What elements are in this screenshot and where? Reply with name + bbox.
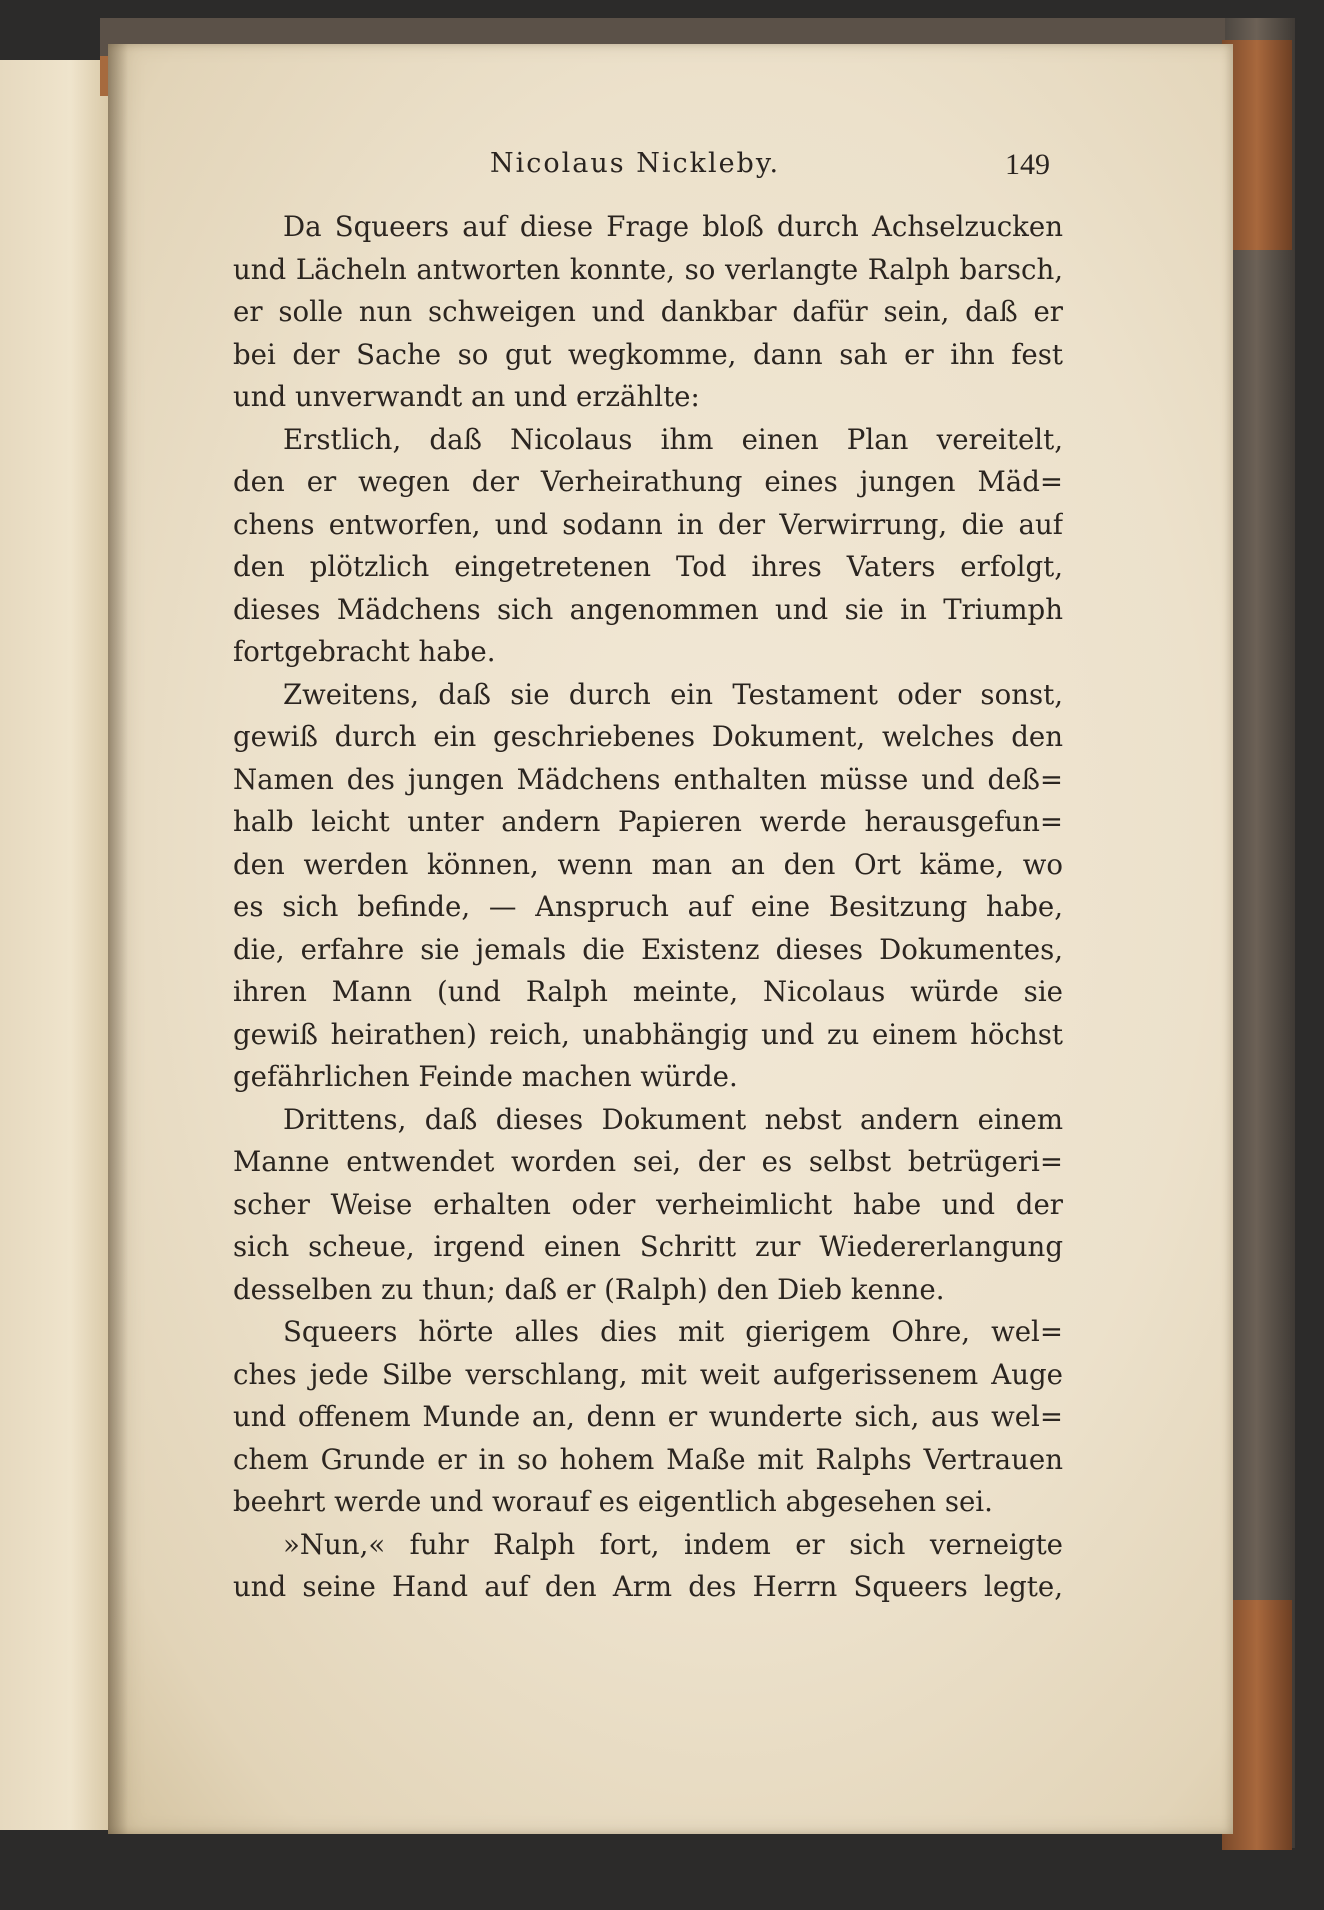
body-text xyxy=(233,206,1063,1609)
text-line: den plötzlich eingetretenen Tod ihres Vaters erfolgt, xyxy=(233,550,1063,583)
text-line: gewiß heirathen) reich, unabhängig und zu einem höchst xyxy=(233,1017,1063,1051)
text-line: desselben zu thun; daß er (Ralph) den Dieb kenne. xyxy=(233,1272,945,1306)
text-line: Da Squeers auf diese Frage bloß durch Achselzucken xyxy=(283,210,1063,243)
text-line: sich scheue, irgend einen Schritt zur Wiedererlangung xyxy=(233,1230,1063,1263)
text-line: dieses Mädchens sich angenommen und sie in Triumph xyxy=(233,592,1063,626)
text-line: Zweitens, daß sie durch ein Testament oder sonst, xyxy=(283,677,1063,711)
text-line: und unverwandt an und erzählte: xyxy=(233,380,700,413)
text-line: und offenem Munde an, denn er wunderte sich, aus wel= xyxy=(233,1400,1063,1433)
page-header xyxy=(0,148,1324,188)
text-line: es sich befinde, — Anspruch auf eine Besitzung habe, xyxy=(233,890,1063,923)
text-line: er solle nun schweigen und dankbar dafür sein, daß er xyxy=(233,295,1063,328)
text-line: ches jede Silbe verschlang, mit weit aufgerissenem Auge xyxy=(233,1357,1063,1391)
text-line: die, erfahre sie jemals die Existenz dieses Dokumentes, xyxy=(233,932,1063,966)
text-line: halb leicht unter andern Papieren werde herausgefun= xyxy=(233,805,1063,838)
left-page-edge xyxy=(0,60,118,1830)
text-line: gewiß durch ein geschriebenes Dokument, welches den xyxy=(233,720,1063,753)
text-line: Erstlich, daß Nicolaus ihm einen Plan vereitelt, xyxy=(283,422,1063,456)
text-line: und seine Hand auf den Arm des Herrn Squeers legte, xyxy=(233,1570,1063,1603)
page-number: 149 xyxy=(1005,148,1050,181)
text-line: bei der Sache so gut wegkomme, dann sah er ihn fest xyxy=(233,337,1063,371)
gutter-shadow xyxy=(108,44,128,1834)
text-line: den werden können, wenn man an den Ort käme, wo xyxy=(233,847,1063,881)
text-line: chens entworfen, und sodann in der Verwirrung, die auf xyxy=(233,507,1063,541)
running-title: Nicolaus Nickleby. xyxy=(490,148,781,179)
text-line: und Lächeln antworten konnte, so verlangte Ralph barsch, xyxy=(233,252,1063,286)
text-line: gefährlichen Feinde machen würde. xyxy=(233,1060,738,1093)
text-line: beehrt werde und worauf es eigentlich abgesehen sei. xyxy=(233,1485,993,1518)
text-line: chem Grunde er in so hohem Maße mit Ralphs Vertrauen xyxy=(233,1442,1063,1476)
text-line: Namen des jungen Mädchens enthalten müsse und deß= xyxy=(233,762,1063,796)
text-line: Drittens, daß dieses Dokument nebst andern einem xyxy=(283,1102,1063,1136)
text-line: scher Weise erhalten oder verheimlicht habe und der xyxy=(233,1187,1063,1221)
text-line: Manne entwendet worden sei, der es selbst betrügeri= xyxy=(233,1145,1063,1178)
text-line: den er wegen der Verheirathung eines jungen Mäd= xyxy=(233,465,1063,498)
text-line: fortgebracht habe. xyxy=(233,635,496,668)
text-line: Squeers hörte alles dies mit gierigem Ohre, wel= xyxy=(283,1315,1063,1348)
text-line: »Nun,« fuhr Ralph fort, indem er sich verneigte xyxy=(283,1527,1063,1561)
text-line: ihren Mann (und Ralph meinte, Nicolaus würde sie xyxy=(233,975,1063,1008)
book-cover-right xyxy=(1225,18,1295,1848)
